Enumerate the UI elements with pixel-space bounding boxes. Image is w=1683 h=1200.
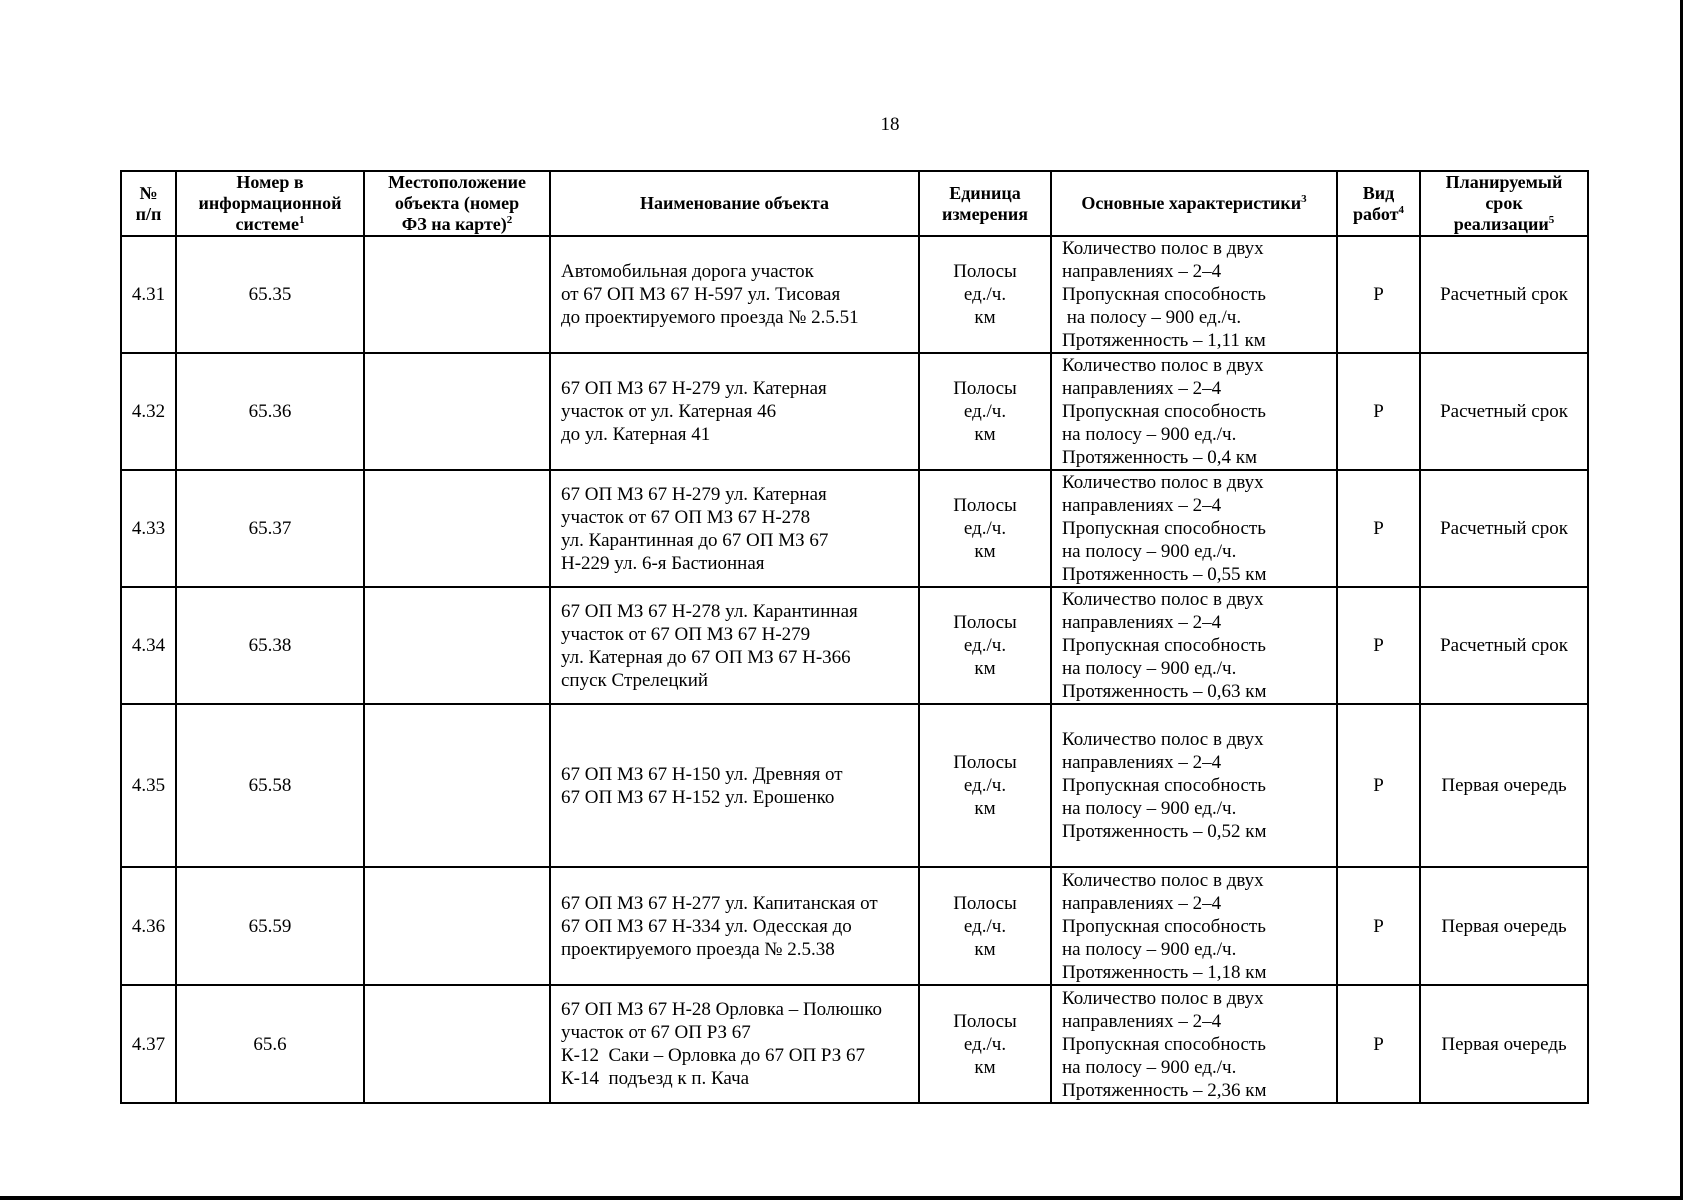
characteristics-cell-line: Протяженность – 0,4 км <box>1062 447 1258 468</box>
footnote-marker: 4 <box>1398 203 1404 216</box>
object-name-cell-line: 67 ОП МЗ 67 Н-279 ул. Катерная <box>561 483 827 505</box>
column-header-is-number <box>176 171 364 236</box>
characteristics-cell-line: Протяженность – 0,55 км <box>1062 564 1267 585</box>
table-row <box>121 867 1588 985</box>
info-system-number-cell: 65.37 <box>176 470 364 587</box>
column-header-line: работ <box>1353 203 1399 224</box>
object-name-cell-line: участок от ул. Катерная 46 <box>561 401 777 422</box>
location-cell <box>364 236 550 353</box>
unit-cell-line: км <box>974 424 996 445</box>
work-type-cell: Р <box>1337 985 1420 1103</box>
location-cell <box>364 470 550 587</box>
unit-cell-line: Полосы <box>953 1010 1017 1032</box>
column-header-line: Единица <box>949 182 1021 203</box>
footnote-marker: 2 <box>506 214 513 226</box>
unit-cell <box>919 985 1051 1103</box>
characteristics-cell-line: Протяженность – 1,18 км <box>1062 961 1267 983</box>
column-header-line: Планируемый <box>1445 172 1563 192</box>
objects-table <box>120 170 1589 1104</box>
info-system-number-cell: 65.35 <box>176 236 364 353</box>
row-number-cell: 4.37 <box>121 985 176 1103</box>
characteristics-cell-line: на полосу – 900 ед./ч. <box>1062 658 1237 679</box>
characteristics-cell-line: Протяженность – 0,63 км <box>1062 681 1267 702</box>
planned-term-cell: Первая очередь <box>1420 867 1588 985</box>
characteristics-cell <box>1051 236 1337 353</box>
object-name-cell <box>550 985 919 1103</box>
column-header-chars <box>1051 171 1337 236</box>
column-header-name <box>550 171 919 236</box>
info-system-number-cell: 65.6 <box>176 985 364 1103</box>
object-name-cell-line: К-14 подъезд к п. Кача <box>561 1068 750 1089</box>
characteristics-cell-line: Протяженность – 1,11 км <box>1062 330 1266 351</box>
object-name-cell-line: 67 ОП МЗ 67 Н-28 Орловка – Полюшко <box>561 999 882 1020</box>
characteristics-cell-line: Количество полос в двух <box>1062 472 1264 493</box>
object-name-cell-line: до проектируемого проезда № 2.5.51 <box>561 307 859 328</box>
column-header-location <box>364 171 550 236</box>
column-header-line: Номер в <box>236 172 304 192</box>
info-system-number-cell: 65.58 <box>176 704 364 867</box>
characteristics-cell-line: на полосу – 900 ед./ч. <box>1062 1056 1237 1078</box>
object-name-cell-line: участок от 67 ОП РЗ 67 <box>561 1022 751 1043</box>
planned-term-cell: Расчетный срок <box>1420 236 1588 353</box>
work-type-cell: Р <box>1337 353 1420 470</box>
unit-cell <box>919 587 1051 704</box>
object-name-cell-line: К-12 Саки – Орловка до 67 ОП РЗ 67 <box>561 1045 865 1066</box>
unit-cell-line: ед./ч. <box>963 284 1007 305</box>
object-name-cell-line: 67 ОП МЗ 67 Н-152 ул. Ерошенко <box>561 786 835 808</box>
row-number-cell: 4.33 <box>121 470 176 587</box>
location-cell <box>364 867 550 985</box>
page-number: 18 <box>880 114 900 135</box>
characteristics-cell-line: Количество полос в двух <box>1062 238 1264 259</box>
characteristics-cell-line: Пропускная способность <box>1062 635 1266 656</box>
characteristics-cell-line: Количество полос в двух <box>1062 869 1264 891</box>
unit-cell-line: Полосы <box>953 261 1017 282</box>
planned-term-cell: Первая очередь <box>1420 985 1588 1103</box>
row-number-cell: 4.31 <box>121 236 176 353</box>
location-cell <box>364 587 550 704</box>
object-name-cell-line: 67 ОП МЗ 67 Н-279 ул. Катерная <box>561 378 827 399</box>
footnote-marker: 5 <box>1548 214 1555 226</box>
unit-cell-line: км <box>974 307 996 328</box>
characteristics-cell-line: на полосу – 900 ед./ч. <box>1062 938 1237 960</box>
object-name-cell <box>550 587 919 704</box>
unit-cell-line: Полосы <box>953 612 1017 633</box>
object-name-cell <box>550 704 919 867</box>
object-name-cell <box>550 236 919 353</box>
object-name-cell-line: Автомобильная дорога участок <box>561 261 814 282</box>
object-name-cell-line: 67 ОП МЗ 67 Н-277 ул. Капитанская от <box>561 892 878 914</box>
unit-cell-line: км <box>974 1056 996 1078</box>
column-header-line: объекта (номер <box>394 193 520 213</box>
column-header-line: системе <box>235 214 299 234</box>
row-number-cell: 4.35 <box>121 704 176 867</box>
column-header-line: Местоположение <box>388 172 526 192</box>
work-type-cell: Р <box>1337 470 1420 587</box>
unit-cell-line: ед./ч. <box>963 635 1007 656</box>
unit-cell <box>919 704 1051 867</box>
object-name-cell-line: спуск Стрелецкий <box>561 669 709 691</box>
column-header-line: Вид <box>1362 182 1395 203</box>
characteristics-cell-line: на полосу – 900 ед./ч. <box>1062 798 1237 819</box>
characteristics-cell-line: на полосу – 900 ед./ч. <box>1062 424 1237 445</box>
object-name-cell-line: Н-229 ул. 6-я Бастионная <box>561 552 765 574</box>
table-row <box>121 587 1588 704</box>
unit-cell <box>919 353 1051 470</box>
characteristics-cell <box>1051 587 1337 704</box>
row-number-cell: 4.34 <box>121 587 176 704</box>
object-name-cell-line: участок от 67 ОП МЗ 67 Н-278 <box>561 506 811 528</box>
planned-term-cell: Первая очередь <box>1420 704 1588 867</box>
location-cell <box>364 985 550 1103</box>
unit-cell-line: км <box>974 798 996 819</box>
characteristics-cell <box>1051 867 1337 985</box>
characteristics-cell-line: Количество полос в двух <box>1062 355 1264 376</box>
characteristics-cell-line: Протяженность – 2,36 км <box>1062 1079 1267 1101</box>
unit-cell <box>919 236 1051 353</box>
object-name-cell-line: 67 ОП МЗ 67 Н-278 ул. Карантинная <box>561 600 858 622</box>
info-system-number-cell: 65.36 <box>176 353 364 470</box>
unit-cell-line: км <box>974 938 996 960</box>
column-header-work <box>1337 171 1420 236</box>
unit-cell-line: ед./ч. <box>963 775 1007 796</box>
characteristics-cell-line: на полосу – 900 ед./ч. <box>1062 307 1242 328</box>
row-number-cell: 4.36 <box>121 867 176 985</box>
planned-term-cell: Расчетный срок <box>1420 587 1588 704</box>
row-number-cell: 4.32 <box>121 353 176 470</box>
object-name-cell-line: ул. Карантинная до 67 ОП МЗ 67 <box>561 529 829 551</box>
object-name-cell <box>550 867 919 985</box>
characteristics-cell <box>1051 470 1337 587</box>
column-header-line: срок <box>1485 193 1523 213</box>
characteristics-cell-line: направлениях – 2–4 <box>1062 612 1222 633</box>
characteristics-cell-line: направлениях – 2–4 <box>1062 1010 1222 1032</box>
object-name-cell-line: от 67 ОП МЗ 67 Н-597 ул. Тисовая <box>561 284 841 305</box>
table-row <box>121 236 1588 353</box>
table-row <box>121 704 1588 867</box>
object-name-cell-line: 67 ОП МЗ 67 Н-150 ул. Древняя от <box>561 763 843 785</box>
table-row <box>121 985 1588 1103</box>
object-name-cell <box>550 353 919 470</box>
column-header-term <box>1420 171 1588 236</box>
unit-cell <box>919 867 1051 985</box>
characteristics-cell-line: Пропускная способность <box>1062 284 1266 305</box>
characteristics-cell <box>1051 704 1337 867</box>
table-row <box>121 353 1588 470</box>
object-name-cell-line: ул. Катерная до 67 ОП МЗ 67 Н-366 <box>561 646 851 668</box>
column-header-line: Основные характеристики <box>1081 193 1302 213</box>
footnote-marker: 3 <box>1301 193 1307 205</box>
planned-term-cell: Расчетный срок <box>1420 353 1588 470</box>
info-system-number-cell: 65.38 <box>176 587 364 704</box>
column-header-line: Наименование объекта <box>640 193 829 213</box>
characteristics-cell-line: Пропускная способность <box>1062 401 1266 422</box>
column-header-unit <box>919 171 1051 236</box>
column-header-line: п/п <box>135 203 162 224</box>
characteristics-cell-line: Пропускная способность <box>1062 518 1266 539</box>
unit-cell-line: ед./ч. <box>963 915 1007 937</box>
characteristics-cell-line: направлениях – 2–4 <box>1062 892 1222 914</box>
object-name-cell-line: до ул. Катерная 41 <box>561 424 711 445</box>
characteristics-cell-line: Протяженность – 0,52 км <box>1062 821 1267 842</box>
unit-cell <box>919 470 1051 587</box>
column-header-line: № <box>139 182 158 203</box>
unit-cell-line: км <box>974 658 996 679</box>
location-cell <box>364 704 550 867</box>
characteristics-cell-line: направлениях – 2–4 <box>1062 495 1222 516</box>
column-header-no <box>121 171 176 236</box>
column-header-line: измерения <box>941 203 1029 224</box>
column-header-line: ФЗ на карте) <box>401 214 507 234</box>
work-type-cell: Р <box>1337 704 1420 867</box>
object-name-cell <box>550 470 919 587</box>
characteristics-cell-line: Пропускная способность <box>1062 1033 1266 1055</box>
unit-cell-line: Полосы <box>953 752 1017 773</box>
work-type-cell: Р <box>1337 236 1420 353</box>
planned-term-cell: Расчетный срок <box>1420 470 1588 587</box>
work-type-cell: Р <box>1337 587 1420 704</box>
unit-cell-line: ед./ч. <box>963 401 1007 422</box>
location-cell <box>364 353 550 470</box>
column-header-line: информационной <box>198 193 342 213</box>
object-name-cell-line: 67 ОП МЗ 67 Н-334 ул. Одесская до <box>561 915 852 937</box>
unit-cell-line: ед./ч. <box>963 1033 1007 1055</box>
table-header-row <box>121 171 1588 236</box>
unit-cell-line: Полосы <box>953 495 1017 516</box>
characteristics-cell <box>1051 985 1337 1103</box>
object-name-cell-line: проектируемого проезда № 2.5.38 <box>561 938 835 960</box>
info-system-number-cell: 65.59 <box>176 867 364 985</box>
characteristics-cell-line: Количество полос в двух <box>1062 987 1264 1009</box>
characteristics-cell-line: Количество полос в двух <box>1062 729 1264 750</box>
unit-cell-line: Полосы <box>953 892 1017 914</box>
unit-cell-line: ед./ч. <box>963 518 1007 539</box>
column-header-line: реализации <box>1453 214 1549 234</box>
characteristics-cell-line: направлениях – 2–4 <box>1062 261 1222 282</box>
characteristics-cell-line: направлениях – 2–4 <box>1062 378 1222 399</box>
work-type-cell: Р <box>1337 867 1420 985</box>
characteristics-cell-line: Пропускная способность <box>1062 915 1266 937</box>
unit-cell-line: км <box>974 541 996 562</box>
footnote-marker: 1 <box>298 214 305 226</box>
table-body <box>121 236 1588 1103</box>
characteristics-cell-line: на полосу – 900 ед./ч. <box>1062 541 1237 562</box>
characteristics-cell <box>1051 353 1337 470</box>
unit-cell-line: Полосы <box>953 378 1017 399</box>
characteristics-cell-line: направлениях – 2–4 <box>1062 752 1222 773</box>
object-name-cell-line: участок от 67 ОП МЗ 67 Н-279 <box>561 623 811 645</box>
characteristics-cell-line: Пропускная способность <box>1062 775 1266 796</box>
table-row <box>121 470 1588 587</box>
characteristics-cell-line: Количество полос в двух <box>1062 589 1264 610</box>
